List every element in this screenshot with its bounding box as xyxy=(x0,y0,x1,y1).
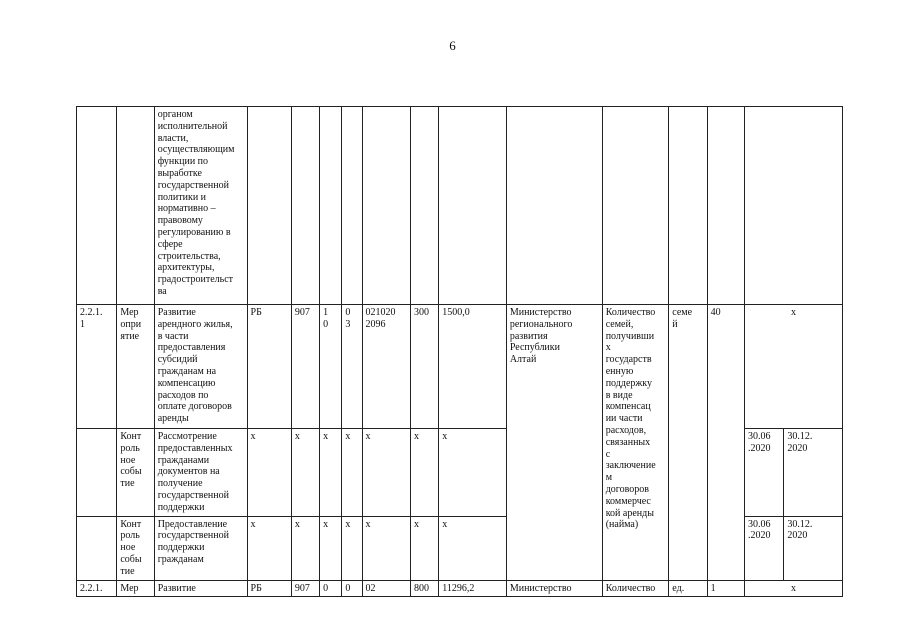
program-table xyxy=(76,106,843,597)
indicator-cell: Количество семей, получивши х государств енную поддержку в виде компенсац ии части расходов, связанных с заключение м договоров коммерчес кой аренды (найма) xyxy=(602,305,669,581)
indicator-cell xyxy=(602,107,669,305)
name-cell: Рассмотрение предоставленных гражданами документов на получение государственной поддержки xyxy=(154,429,247,517)
kind-cell xyxy=(117,107,154,305)
unit-cell: ед. xyxy=(669,580,707,597)
rz-cell: х xyxy=(320,516,342,580)
csr-cell: х xyxy=(362,429,410,517)
csr-cell: 02 xyxy=(362,580,410,597)
executor-cell xyxy=(506,107,602,305)
rz-cell: х xyxy=(320,429,342,517)
budget-cell: х xyxy=(247,429,291,517)
table-row xyxy=(77,107,843,305)
vr-cell: 800 xyxy=(410,580,438,597)
pr-cell: х xyxy=(342,429,362,517)
vr-cell: 300 xyxy=(410,305,438,429)
amount-cell: х xyxy=(439,429,507,517)
vr-cell: х xyxy=(410,429,438,517)
amount-cell: 1500,0 xyxy=(439,305,507,429)
date-start-cell: 30.06 .2020 xyxy=(744,429,783,517)
name-cell: Предоставление государственной поддержки гражданам xyxy=(154,516,247,580)
grbs-cell: х xyxy=(291,429,319,517)
kind-cell: Конт роль ное собы тие xyxy=(117,516,154,580)
grbs-cell: 907 xyxy=(291,580,319,597)
vr-cell: х xyxy=(410,516,438,580)
number-cell xyxy=(77,107,117,305)
rz-cell: 1 0 xyxy=(320,305,342,429)
table-row xyxy=(77,305,843,429)
kind-cell: Мер опри ятие xyxy=(117,305,154,429)
csr-cell: 021020 2096 xyxy=(362,305,410,429)
pr-cell: 0 3 xyxy=(342,305,362,429)
budget-cell: х xyxy=(247,516,291,580)
pr-cell: х xyxy=(342,516,362,580)
number-cell xyxy=(77,429,117,517)
value-cell: 40 xyxy=(707,305,744,581)
executor-cell: Министерство xyxy=(506,580,602,597)
kind-cell: Конт роль ное собы тие xyxy=(117,429,154,517)
number-cell: 2.2.1. xyxy=(77,580,117,597)
name-cell: Развитие арендного жилья, в части предоставления субсидий гражданам на компенсацию расходов по оплате договоров аренды xyxy=(154,305,247,429)
executor-cell: Министерство регионального развития Республики Алтай xyxy=(506,305,602,581)
number-cell: 2.2.1. 1 xyxy=(77,305,117,429)
name-cell: Развитие xyxy=(154,580,247,597)
dates-cell: х xyxy=(744,580,842,597)
pr-cell: 0 xyxy=(342,580,362,597)
budget-cell: РБ xyxy=(247,580,291,597)
page-number: 6 xyxy=(449,38,456,53)
grbs-cell: 907 xyxy=(291,305,319,429)
pr-cell xyxy=(342,107,362,305)
amount-cell: х xyxy=(439,516,507,580)
date-end-cell: 30.12. 2020 xyxy=(784,429,843,517)
date-end-cell: 30.12. 2020 xyxy=(784,516,843,580)
grbs-cell xyxy=(291,107,319,305)
value-cell xyxy=(707,107,744,305)
dates-cell xyxy=(744,107,842,305)
rz-cell: 0 xyxy=(320,580,342,597)
rz-cell xyxy=(320,107,342,305)
unit-cell: семе й xyxy=(669,305,707,581)
grbs-cell: х xyxy=(291,516,319,580)
date-start-cell: 30.06 .2020 xyxy=(744,516,783,580)
dates-cell: х xyxy=(744,305,842,429)
vr-cell xyxy=(410,107,438,305)
budget-cell xyxy=(247,107,291,305)
unit-cell xyxy=(669,107,707,305)
name-cell: органом исполнительной власти, осуществляющим функции по выработке государственной политики и нормативно – правовому регулированию в сфере строительства, архитектуры, градостроительст ва xyxy=(154,107,247,305)
amount-cell xyxy=(439,107,507,305)
value-cell: 1 xyxy=(707,580,744,597)
indicator-cell: Количество xyxy=(602,580,669,597)
kind-cell: Мер xyxy=(117,580,154,597)
number-cell xyxy=(77,516,117,580)
csr-cell xyxy=(362,107,410,305)
budget-cell: РБ xyxy=(247,305,291,429)
csr-cell: х xyxy=(362,516,410,580)
table-row xyxy=(77,580,843,597)
amount-cell: 11296,2 xyxy=(439,580,507,597)
